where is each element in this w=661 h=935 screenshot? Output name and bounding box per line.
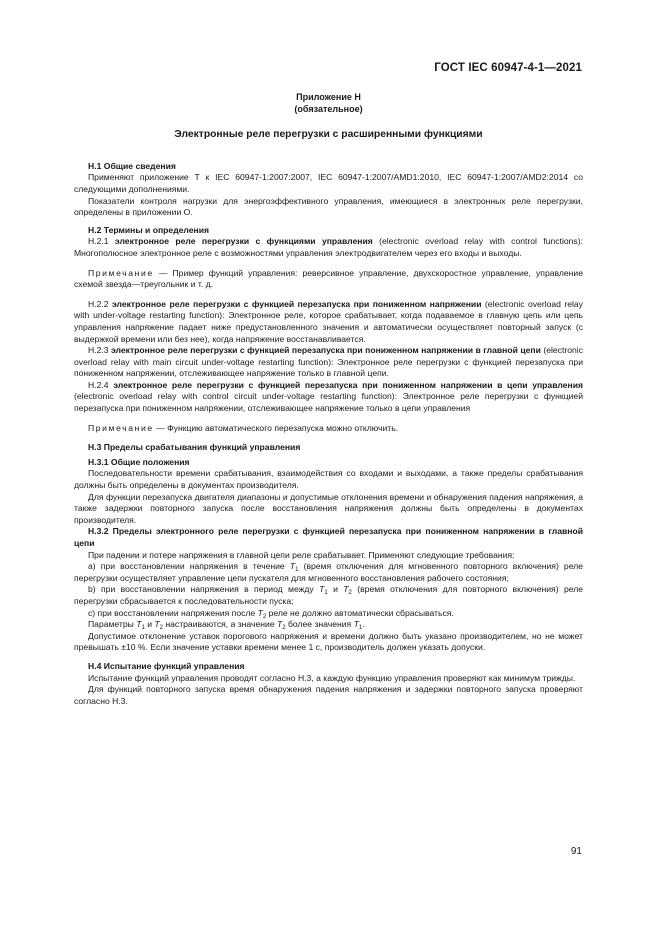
appendix-status: (обязательное) (294, 103, 363, 114)
text: Параметры (88, 619, 137, 630)
paragraph: Для функций повторного запуска время обнаружения падения напряжения и задержки повторного запуска проверяют согласно Н.3. (74, 684, 583, 706)
definition-number: Н.2.4 (88, 379, 114, 390)
note-text: — Пример функций управления: реверсивное управление, двухскоростное управление, управление схемой звезда—треугольник и т. д. (74, 267, 583, 290)
subscript: 2 (262, 613, 267, 620)
section-heading-h1: Н.1 Общие сведения (88, 160, 176, 171)
symbol-t: T (353, 619, 359, 630)
definition-text: (electronic overload relay with control circuit under-voltage restarting function): Электронное реле перегрузки с функцией перезапуска при пониженном напряжении, отслеживающее напряжение только в цепи управления (74, 391, 583, 414)
text: (время отключения для мгновенного повторного включения) реле перегрузки осуществляет управление цепи пускателя для мгновенного восстановления рабочего состояния; (74, 561, 584, 583)
symbol-t: T (319, 584, 325, 595)
document-code: ГОСТ IEC 60947-4-1—2021 (434, 62, 582, 74)
symbol-t: T (154, 619, 160, 630)
paragraph: Показатели контроля нагрузки для энергоэффективного управления, имеющиеся в электронных реле перегрузки, определены в приложении О. (74, 195, 583, 218)
paragraph: При падении и потере напряжения в главной цепи реле срабатывает. Применяют следующие требования: (88, 549, 515, 560)
definition-h2-1 (74, 236, 583, 259)
note-label: Примечание (88, 267, 154, 278)
note-text: — Функцию автоматического перезапуска можно отключить. (153, 422, 399, 433)
text: b) при восстановлении напряжения в период между (88, 584, 320, 595)
appendix-title: Приложение Н (296, 92, 361, 102)
subscript: 1 (295, 567, 299, 574)
section-heading-h3: Н.3 Пределы срабатывания функций управления (88, 442, 301, 453)
text: а) при восстановлении напряжения в течение (88, 561, 290, 572)
definition-term: электронное реле перегрузки с функцией перезапуска при пониженном напряжении в главной цепи (111, 345, 541, 356)
requirement-a (74, 561, 583, 584)
page-content (74, 92, 583, 707)
text: более значения (285, 619, 354, 630)
symbol-t: T (277, 619, 283, 630)
paragraph: Применяют приложение Т к IEC 60947-1:2007:2007, IEC 60947-1:2007/AMD1:2010, IEC 60947-1:2007/AMD2:2014 со следующими дополнениями. (74, 172, 583, 194)
definition-term: электронное реле перегрузки с функцией перезапуска при пониженном напряжении (111, 298, 482, 309)
symbol-t: T (343, 584, 349, 595)
definition-number: Н.2.2 (88, 298, 112, 309)
symbol-t: T (136, 619, 142, 630)
definition-h2-4 (74, 380, 583, 415)
subscript: 2 (348, 590, 352, 597)
subscript: 1 (358, 625, 363, 632)
definition-text: (electronic overload relay with control functions): Многополюсное электронное реле с возможностями управления электродвигателем через его входы и выходы. (74, 236, 583, 258)
requirement-c (74, 608, 583, 620)
definition-text: (electronic overload relay with main circuit under-voltage restarting function): Электронное реле перегрузки с функцией перезапуска при пониженном напряжении, отслеживающее напряжение только в главной цепи. (74, 345, 583, 379)
text: и (144, 619, 155, 630)
definition-number: Н.2.1 (88, 236, 115, 247)
note (74, 423, 583, 435)
subsection-heading-h3-1: Н.3.1 Общие положения (88, 456, 190, 467)
text: и (327, 584, 344, 595)
page-number: 91 (570, 846, 582, 857)
text: (время отключения для повторного включения) реле перегрузки сбрасывается к последовательности пуска; (74, 584, 584, 606)
symbol-t: T (257, 607, 263, 618)
subscript: 2 (282, 625, 286, 632)
section-heading-h4: Н.4 Испытание функций управления (88, 660, 245, 671)
paragraph: Для функции перезапуска двигателя диапазоны и допустимые отклонения времени и обнаружения падения напряжения, а также задержки повторного запуска после восстановления напряжения должны быть определены в документах производителя. (74, 491, 583, 525)
definition-h2-2 (74, 299, 583, 345)
note (74, 268, 583, 291)
requirement-b (74, 584, 583, 607)
paragraph: Последовательности времени срабатывания, взаимодействия со входами и выходами, а также пределы срабатывания должны быть определены в документах производителя. (74, 468, 583, 491)
definition-text: (electronic overload relay with under-voltage restarting function): Электронное реле, которое срабатывает, когда подаваемое в главную цепь или цепь управления напряжение падает ниже предустановленного значения и автоматически осуществляет повторный запуск (с выдержкой времени или без нее), когда напряжение восстанавливается. (74, 298, 583, 344)
subscript: 1 (324, 590, 328, 597)
definition-term: электронное реле перегрузки с функциями управления (114, 236, 373, 247)
definition-term: электронное реле перегрузки с функцией перезапуска при пониженном напряжении в цепи управления (113, 379, 583, 390)
section-heading-h2: Н.2 Термины и определения (88, 224, 210, 235)
tolerance-paragraph: Допустимое отклонение уставок порогового напряжения и времени должно быть указано производителем, но не может превышать ±10 %. Если значение уставки времени менее 1 с, производитель должен указать допуски. (74, 630, 583, 653)
text: с) при восстановлении напряжения после (88, 607, 258, 618)
paragraph: Испытание функций управления проводят согласно Н.3, а каждую функцию управления проверяют как минимум трижды. (88, 672, 576, 683)
text: . (362, 619, 365, 630)
subsection-heading-h3-2: Н.3.2 Пределы электронного реле перегрузки с функцией перезапуска при пониженном напряжении в главной цепи (74, 526, 583, 548)
document-title: Электронные реле перегрузки с расширенными функциями (174, 129, 483, 141)
definition-h2-3 (74, 345, 583, 380)
text: настраиваются, а значение (163, 619, 277, 630)
symbol-t: T (289, 561, 296, 572)
note-label: Примечание (88, 422, 154, 433)
parameters-paragraph (74, 619, 583, 631)
subscript: 1 (141, 625, 145, 632)
text: реле не должно автоматически сбрасываться. (266, 607, 454, 618)
subscript: 2 (159, 625, 163, 632)
definition-number: Н.2.3 (88, 345, 112, 356)
